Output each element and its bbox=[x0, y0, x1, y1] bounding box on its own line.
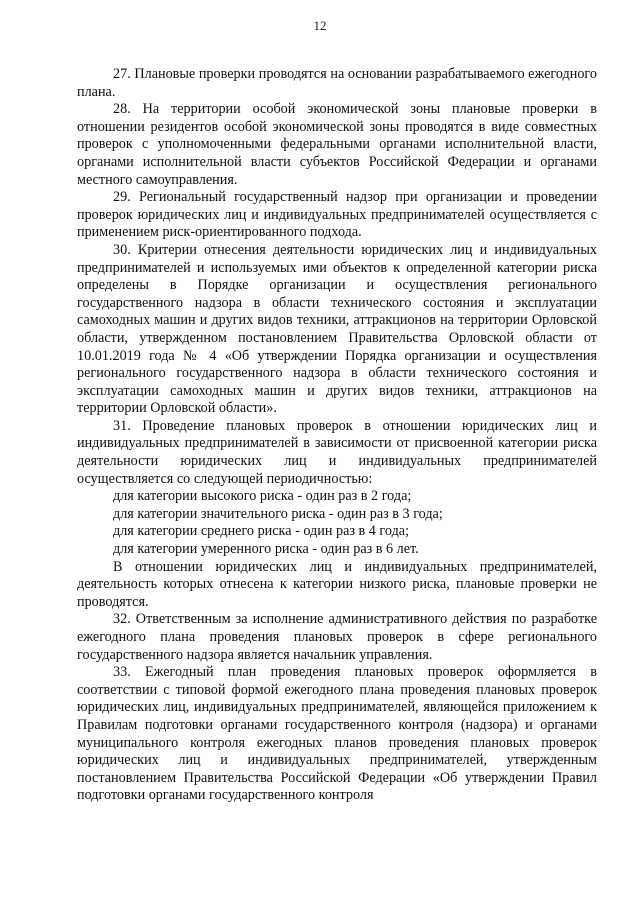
risk-item-medium: для категории среднего риска - один раз в 4 года; bbox=[113, 523, 410, 540]
paragraph-30: 30. Критерии отнесения деятельности юридических лиц и индивидуальных предпринимателей и используемых ими объектов к определенной категории риска определены в Порядке организации и осуществления регионального государственного надзора в области технического состояния и эксплуатации самоходных машин и других видов техники, аттракционов на территории Орловской области, утвержденном постановлением Правительства Орловской области от 10.01.2019 года № 4 «Об утверждении Порядка организации и осуществления регионального государственного надзора в области технического состояния и эксплуатации самоходных машин и других видов техники, аттракционов на территории Орловской области». bbox=[77, 241, 597, 417]
paragraph-32: 32. Ответственным за исполнение административного действия по разработке ежегодного плана проведения плановых проверок в сфере регионального государственного надзора является начальник управления. bbox=[77, 611, 597, 663]
risk-item-moderate: для категории умеренного риска - один раз в 6 лет. bbox=[113, 541, 419, 558]
paragraph-31: 31. Проведение плановых проверок в отношении юридических лиц и индивидуальных предпринимателей в зависимости от присвоенной категории риска деятельности юридических лиц и индивидуальных предпринимателей осуществляется со следующей периодичностью: bbox=[77, 417, 597, 487]
page-number: 12 bbox=[313, 18, 327, 33]
paragraph-low-risk: В отношении юридических лиц и индивидуальных предпринимателей, деятельность которых отнесена к категории низкого риска, плановые проверки не проводятся. bbox=[77, 558, 597, 610]
paragraph-27: 27. Плановые проверки проводятся на основании разрабатываемого ежегодного плана. bbox=[77, 66, 597, 100]
paragraph-33: 33. Ежегодный план проведения плановых проверок оформляется в соответствии с типовой формой ежегодного плана проведения плановых проверок юридических лиц, индивидуальных предпринимателей, являющейся приложением к Правилам подготовки органами государственного контроля (надзора) и органами муниципального контроля ежегодных планов проведения плановых проверок юридических лиц и индивидуальных предпринимателей, утвержденным постановлением Правительства Российской Федерации «Об утверждении Правил подготовки органами государственного контроля bbox=[77, 664, 597, 804]
risk-item-high: для категории высокого риска - один раз в 2 года; bbox=[113, 488, 412, 505]
risk-item-significant: для категории значительного риска - один раз в 3 года; bbox=[113, 505, 443, 522]
document-body bbox=[77, 66, 597, 805]
paragraph-29: 29. Региональный государственный надзор при организации и проведении проверок юридических лиц и индивидуальных предпринимателей осуществляется с применением риск-ориентированного подхода. bbox=[77, 189, 597, 241]
paragraph-28: 28. На территории особой экономической зоны плановые проверки в отношении резидентов особой экономической зоны проводятся в виде совместных проверок с уполномоченными федеральными органами исполнительной власти, органами исполнительной власти субъектов Российской Федерации и органами местного самоуправления. bbox=[77, 101, 597, 188]
